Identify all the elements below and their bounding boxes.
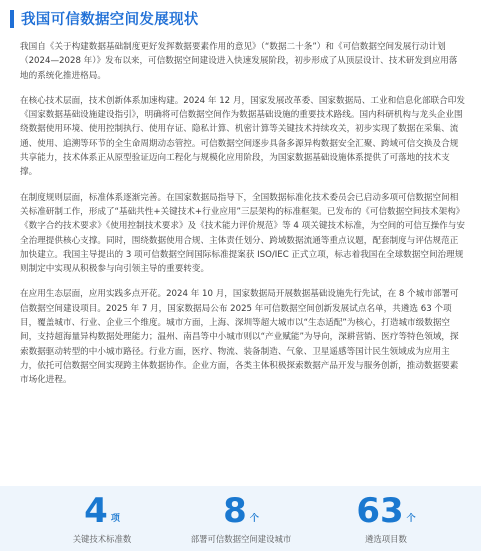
paragraph-application: 在应用生态层面，应用实践多点开花。2024 年 10 月，国家数据局开展数据基础设施先行先试，在 8 个城市部署可信数据空间建设项目。2025 年 7 月，国家数据局公布 2025 年可信数据空间创新发展试点名单，共遴选 63 个项目，覆盖城市、行业、企业三个维度。城市方面，上海、深圳等超大城市以“生态适配”为核心，打造城市级数据空间，支持超海量异构数据处理能力；温州、南昌等中小城市则以“产业赋能”为导向，深耕营销、医疗等特色领域，探索数据驱动转型的中小城市路径。行业方面，医疗、物流、装备制造、气象、卫星遥感等国计民生领域成为应用主力，依托可信数据空间实现跨主体数据协作。企业方面，各类主体积极探索数据产品开发与服务创新，推动数据要素市场化进程。: [20, 289, 459, 386]
stat-number: 8: [223, 491, 247, 531]
paragraph-standards: 在制度规则层面，标准体系逐渐完善。在国家数据局指导下，全国数据标准化技术委员会已启动多项可信数据空间相关标准研制工作，形成了“基础共性+关键技术+行业应用”三层架构的标准框架。已发布的《可信数据空间技术架构》《数字合约技术要求》《使用控制技术要求》及《技术能力评价规范》等 4 项关键技术标准，为空间的可信互操作与安全治理提供核心支撑。同时，围绕数据使用合规、主体责任划分、跨域数据流通等重点议题，配套制度与评估规范正加快建立。我国主导提出的 3 项可信数据空间国际标准提案获 ISO/IEC 正式立项，标志着我国在全球数据空间治理规则制定中实现从积极参与向引领主导的重要转变。: [20, 192, 465, 275]
stat-unit: 个: [249, 514, 259, 524]
stat-unit: 个: [406, 514, 416, 524]
paragraph-intro: 我国自《关于构建数据基础制度更好发挥数据要素作用的意见》（“数据二十条”）和《可信数据空间发展行动计划（2024—2028 年）》发布以来，可信数据空间建设进入快速发展阶段，初步形成了从顶层设计、技术研发到应用落地的系统化推进格局。: [20, 42, 458, 81]
stat-number: 4: [84, 491, 108, 531]
paragraph-core-technology: 在核心技术层面，技术创新体系加速构建。2024 年 12 月，国家发展改革委、国家数据局、工业和信息化部联合印发《国家数据基础设施建设指引》，明确将可信数据空间作为数据基础设施的重要技术路线。国内科研机构与龙头企业围绕数据使用环境、使用控制执行、使用存证、隐私计算、机密计算等关键技术持续攻关，初步实现了数据在采集、流通、使用、追溯等环节的全生命周期动态管控。可信数据空间逐步具备多源异构数据安全汇聚、跨域可信交换及合规共享能力，技术体系正从原型验证迈向工程化与规模化应用阶段，为国家数据基础设施体系提供了可落地的技术支撑。: [20, 95, 465, 178]
stat-standards: [32, 490, 172, 545]
page-title: 我国可信数据空间发展现状: [21, 12, 199, 28]
stat-label: 部署可信数据空间建设城市: [190, 534, 292, 544]
stat-cities: [171, 490, 311, 545]
stat-label: 遴选项目数: [365, 534, 407, 544]
article-body: [20, 40, 466, 399]
stat-number: 63: [356, 491, 404, 531]
stats-panel: [0, 486, 481, 551]
stat-unit: 项: [110, 514, 120, 524]
section-header: [10, 8, 199, 29]
stat-label: 关键技术标准数: [72, 534, 132, 544]
stat-projects: [316, 490, 456, 545]
title-accent-bar: [10, 10, 14, 28]
